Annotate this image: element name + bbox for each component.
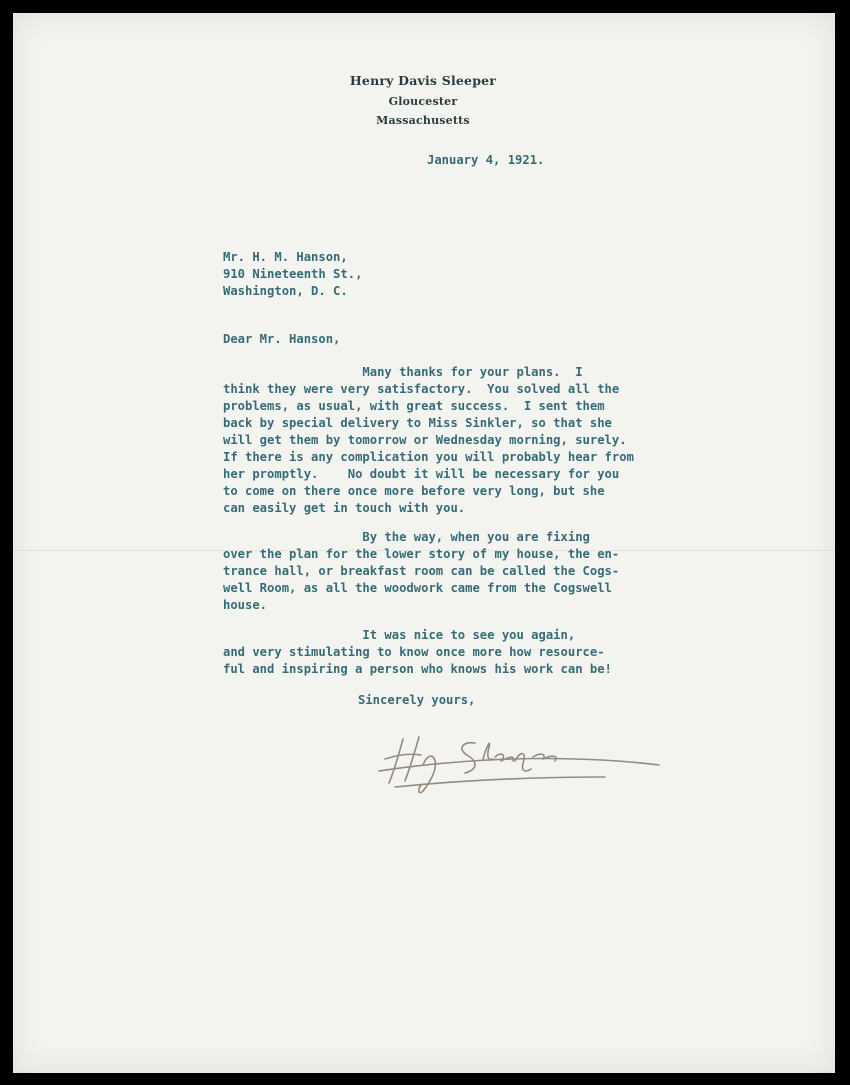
body-line: problems, as usual, with great success. I sent them xyxy=(223,399,605,413)
handwritten-signature xyxy=(375,725,665,800)
body-line: will get them by tomorrow or Wednesday morning, surely. xyxy=(223,433,627,447)
recipient-name: Mr. H. M. Hanson, xyxy=(223,250,348,264)
body-line: can easily get in touch with you. xyxy=(223,501,466,515)
body-line: trance hall, or breakfast room can be called the Cogs- xyxy=(223,564,620,578)
letter-page xyxy=(13,13,835,1073)
body-line: house. xyxy=(223,598,268,612)
closing: Sincerely yours, xyxy=(358,693,476,707)
body-line: to come on there once more before very long, but she xyxy=(223,484,605,498)
body-line: Many thanks for your plans. I xyxy=(223,365,583,379)
letter-date: January 4, 1921. xyxy=(427,153,545,167)
body-line: It was nice to see you again, xyxy=(223,628,576,642)
body-line: over the plan for the lower story of my house, the en- xyxy=(223,547,620,561)
letterhead-state: Massachusetts xyxy=(376,114,470,127)
body-line: ful and inspiring a person who knows his work can be! xyxy=(223,662,612,676)
body-line: well Room, as all the woodwork came from the Cogswell xyxy=(223,581,612,595)
letterhead-name: Henry Davis Sleeper xyxy=(349,73,497,88)
body-line: her promptly. No doubt it will be necessary for you xyxy=(223,467,620,481)
letterhead-city: Gloucester xyxy=(388,95,458,108)
body-line: think they were very satisfactory. You solved all the xyxy=(223,382,620,396)
body-line: If there is any complication you will probably hear from xyxy=(223,450,634,464)
body-line: and very stimulating to know once more how resource- xyxy=(223,645,605,659)
body-line: By the way, when you are fixing xyxy=(223,530,590,544)
recipient-city: Washington, D. C. xyxy=(223,284,348,298)
recipient-street: 910 Nineteenth St., xyxy=(223,267,363,281)
salutation: Dear Mr. Hanson, xyxy=(223,332,341,346)
body-line: back by special delivery to Miss Sinkler, so that she xyxy=(223,416,612,430)
